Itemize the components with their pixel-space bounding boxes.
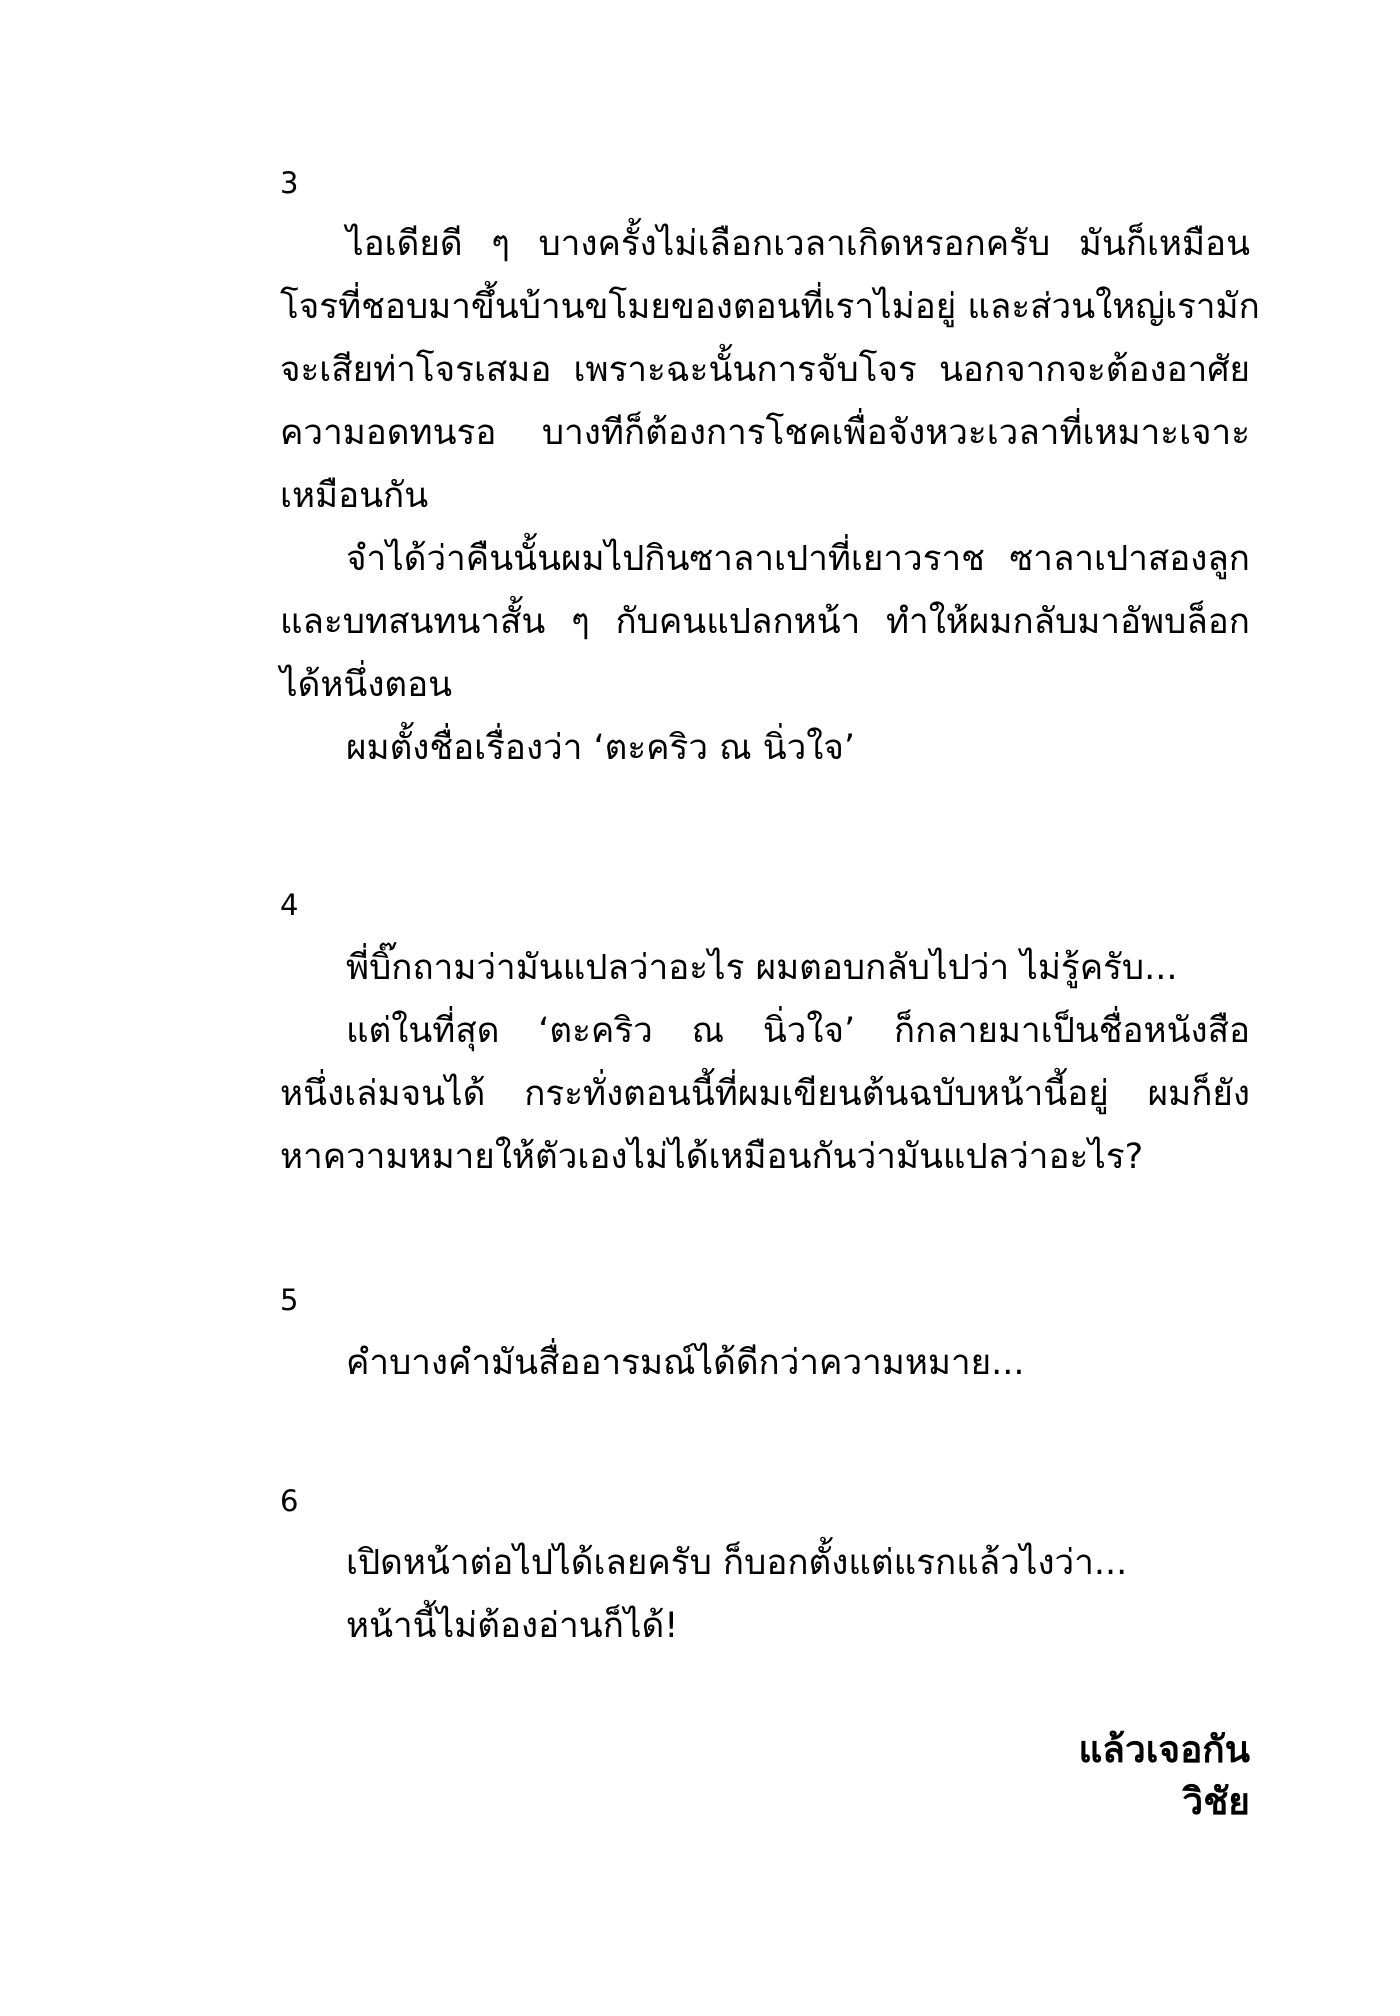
section-number: 5 (280, 1283, 299, 1317)
section-number: 6 (280, 1484, 299, 1518)
paragraph-line: ผมตั้งชื่อเรื่องว่า ‘ตะคริว ณ นิ่วใจ’ (346, 728, 856, 768)
paragraph-line: ไอเดียดี ๆ บางครั้งไม่เลือกเวลาเกิดหรอกครับ มันก็เหมือน (346, 224, 1250, 264)
paragraph-line: พี่บิ๊กถามว่ามันแปลว่าอะไร ผมตอบกลับไปว่า ไม่รู้ครับ... (346, 948, 1178, 988)
section-number: 4 (280, 888, 299, 922)
signoff-greeting: แล้วเจอกัน (1078, 1728, 1250, 1771)
paragraph-line: หนึ่งเล่มจนได้ กระทั่งตอนนี้ที่ผมเขียนต้นฉบับหน้านี้อยู่ ผมก็ยัง (280, 1074, 1250, 1114)
paragraph-line: แต่ในที่สุด ‘ตะคริว ณ นิ่วใจ’ ก็กลายมาเป็นชื่อหนังสือ (346, 1011, 1250, 1051)
paragraph-line: หน้านี้ไม่ต้องอ่านก็ได้! (346, 1606, 679, 1646)
section-number: 3 (280, 166, 299, 200)
paragraph-line: โจรที่ชอบมาขึ้นบ้านขโมยของตอนที่เราไม่อยู่ และส่วนใหญ่เรามัก (280, 287, 1260, 327)
paragraph-line: หาความหมายให้ตัวเองไม่ได้เหมือนกันว่ามันแปลว่าอะไร? (280, 1137, 1144, 1177)
paragraph-line: ความอดทนรอ บางทีก็ต้องการโชคเพื่อจังหวะเวลาที่เหมาะเจาะ (280, 413, 1250, 453)
paragraph-line: จะเสียท่าโจรเสมอ เพราะฉะนั้นการจับโจร นอกจากจะต้องอาศัย (280, 350, 1250, 390)
paragraph-line: เปิดหน้าต่อไปได้เลยครับ ก็บอกตั้งแต่แรกแล้วไงว่า... (346, 1543, 1128, 1583)
paragraph-line: คำบางคำมันสื่ออารมณ์ได้ดีกว่าความหมาย... (346, 1343, 1025, 1383)
paragraph-line: จำได้ว่าคืนนั้นผมไปกินซาลาเปาที่เยาวราช ซาลาเปาสองลูก (346, 539, 1250, 579)
paragraph-line: ได้หนึ่งตอน (280, 665, 453, 705)
paragraph-line: และบทสนทนาสั้น ๆ กับคนแปลกหน้า ทำให้ผมกลับมาอัพบล็อก (280, 602, 1250, 642)
paragraph-line: เหมือนกัน (280, 476, 429, 516)
signoff-author: วิชัย (1182, 1780, 1250, 1823)
